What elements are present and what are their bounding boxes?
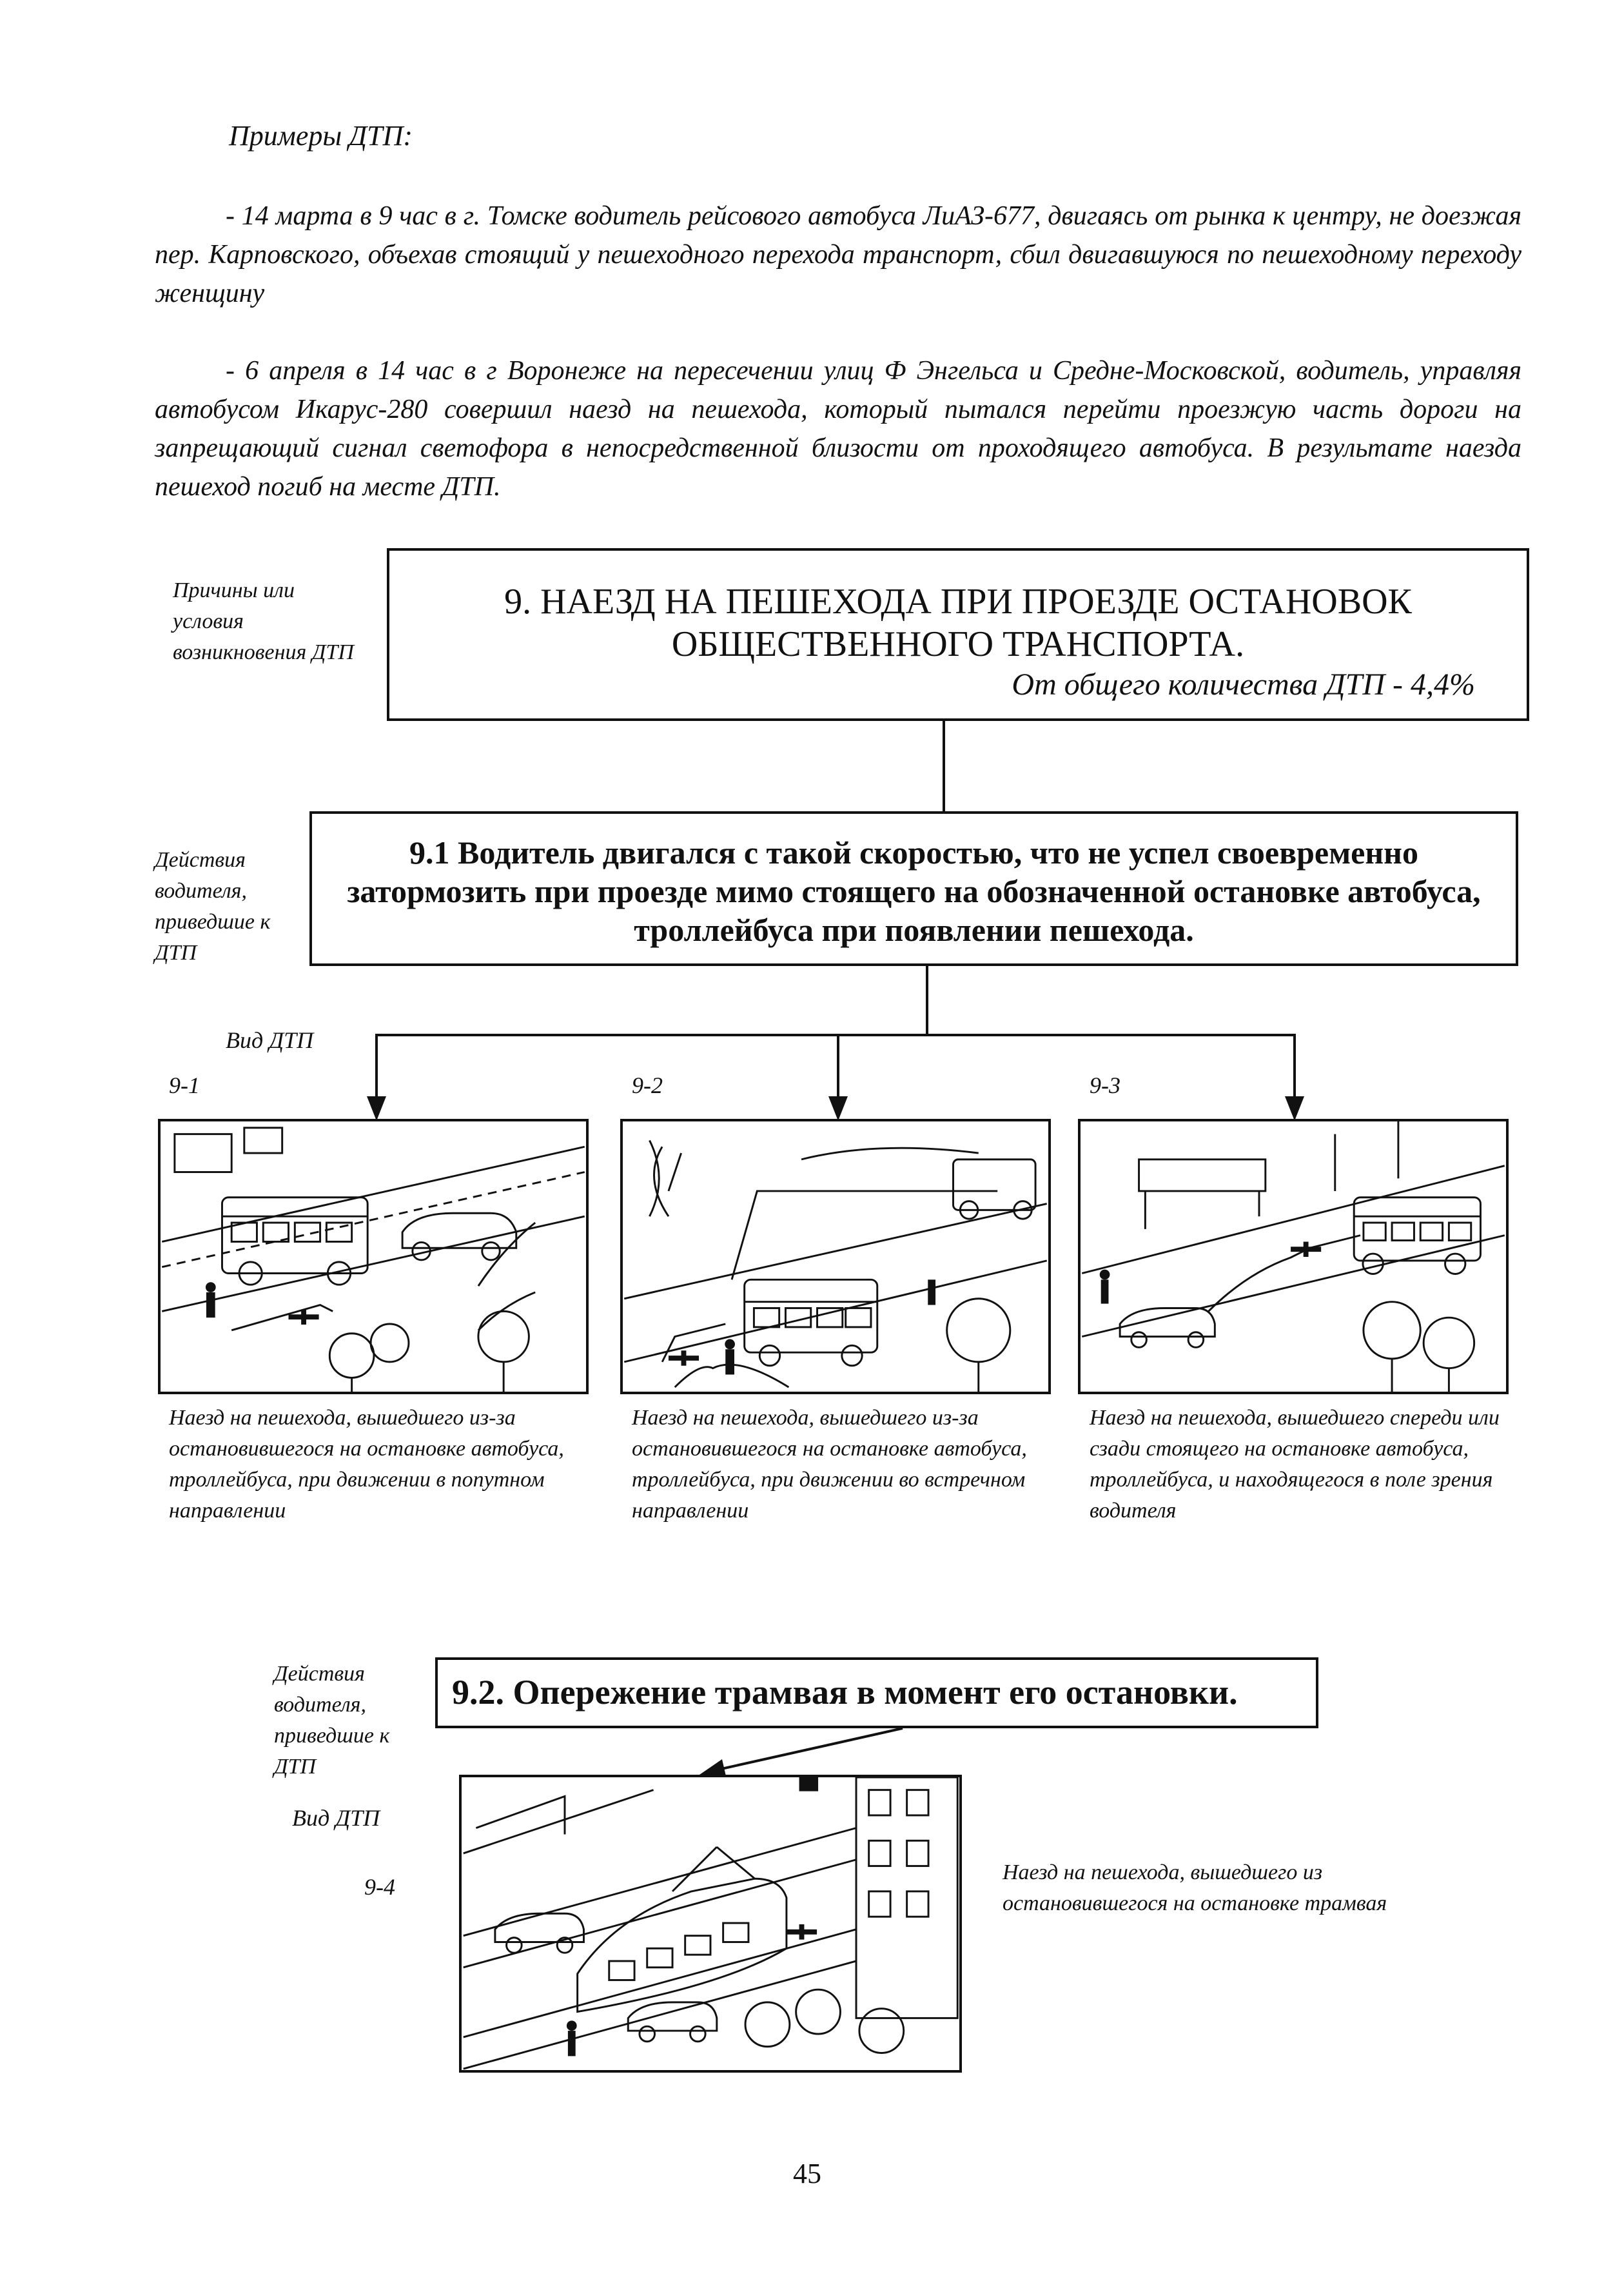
section9-box <box>387 548 1529 721</box>
illustration-9-4 <box>459 1775 962 2073</box>
section91-box <box>309 811 1518 966</box>
kind-label-91: Вид ДТП <box>226 1027 314 1053</box>
illustration-9-1-drawing <box>161 1121 586 1392</box>
connector-91-middle <box>837 1034 839 1105</box>
section92-text: 9.2. Опережение трамвая в момент его остановки. <box>452 1673 1238 1712</box>
caption-9-1: Наезд на пешехода, вышедшего из-за остановившегося на остановке автобуса, троллейбуса, при движении в попутном направлении <box>169 1406 564 1523</box>
illustration-9-2-drawing <box>623 1121 1048 1392</box>
item-id-9-3: 9-3 <box>1090 1072 1120 1098</box>
caption-9-4: Наезд на пешехода, вышедшего из остановившегося на остановке трамвая <box>1003 1860 1387 1915</box>
example-paragraph-1: - 14 марта в 9 час в г. Томске водитель рейсового автобуса ЛиАЗ-677, двигаясь от рынка к центру, не доезжая пер. Карповского, объехав стоящий у пешеходного перехода транспорт, сбил двигавшуюся по пешеходному переходу женщину <box>155 201 1521 308</box>
illustration-9-2 <box>620 1119 1051 1394</box>
illustration-9-1 <box>158 1119 589 1394</box>
arrow-92 <box>696 1728 909 1780</box>
caption-9-2: Наезд на пешехода, вышедшего из-за остановившегося на остановке автобуса, троллейбуса, при движении во встречном направлении <box>632 1406 1027 1523</box>
kind-label-92: Вид ДТП <box>292 1805 380 1831</box>
caption-9-3: Наезд на пешехода, вышедшего спереди или сзади стоящего на остановке автобуса, троллейбуса, и находящегося в поле зрения водителя <box>1090 1406 1500 1523</box>
section92-box <box>435 1657 1318 1728</box>
item-id-9-1: 9-1 <box>169 1072 200 1098</box>
connector-91-left <box>375 1034 378 1105</box>
connector-91-horizontal <box>375 1034 1296 1036</box>
item-id-9-2: 9-2 <box>632 1072 663 1098</box>
section9-title-line1: 9. НАЕЗД НА ПЕШЕХОДА ПРИ ПРОЕЗДЕ ОСТАНОВОК <box>504 582 1412 622</box>
page-number: 45 <box>793 2158 821 2189</box>
connector-91-down <box>926 966 928 1034</box>
examples-heading: Примеры ДТП: <box>229 120 413 152</box>
illustration-9-3-drawing <box>1081 1121 1506 1392</box>
actions-side-label-91: Действия водителя, приведшие к ДТП <box>155 848 271 965</box>
causes-side-label: Причины или условия возникновения ДТП <box>173 578 354 664</box>
section91-text: 9.1 Водитель двигался с такой скоростью, что не успел своевременно затормозить при проезде мимо стоящего на обозначенной остановке автобуса, троллейбуса при появлении пешехода. <box>347 834 1481 948</box>
item-id-9-4: 9-4 <box>364 1874 395 1900</box>
example-paragraph-2: - 6 апреля в 14 час в г Воронеже на пересечении улиц Ф Энгельса и Средне-Московской, водитель, управляя автобусом Икарус-280 совершил наезд на пешехода, который пытался перейти проезжую часть дороги на запрещающий сигнал светофора в непосредственной близости от проходящего автобуса. В результате наезда пешеход погиб на месте ДТП. <box>155 356 1521 502</box>
illustration-9-3 <box>1078 1119 1509 1394</box>
actions-side-label-92: Действия водителя, приведшие к ДТП <box>274 1662 390 1779</box>
section9-share: От общего количества ДТП - 4,4% <box>1012 667 1475 702</box>
connector-91-right <box>1293 1034 1296 1105</box>
section9-title-line2: ОБЩЕСТВЕННОГО ТРАНСПОРТА. <box>671 624 1245 664</box>
illustration-9-4-drawing <box>462 1777 959 2070</box>
connector-9-to-91 <box>943 721 945 811</box>
